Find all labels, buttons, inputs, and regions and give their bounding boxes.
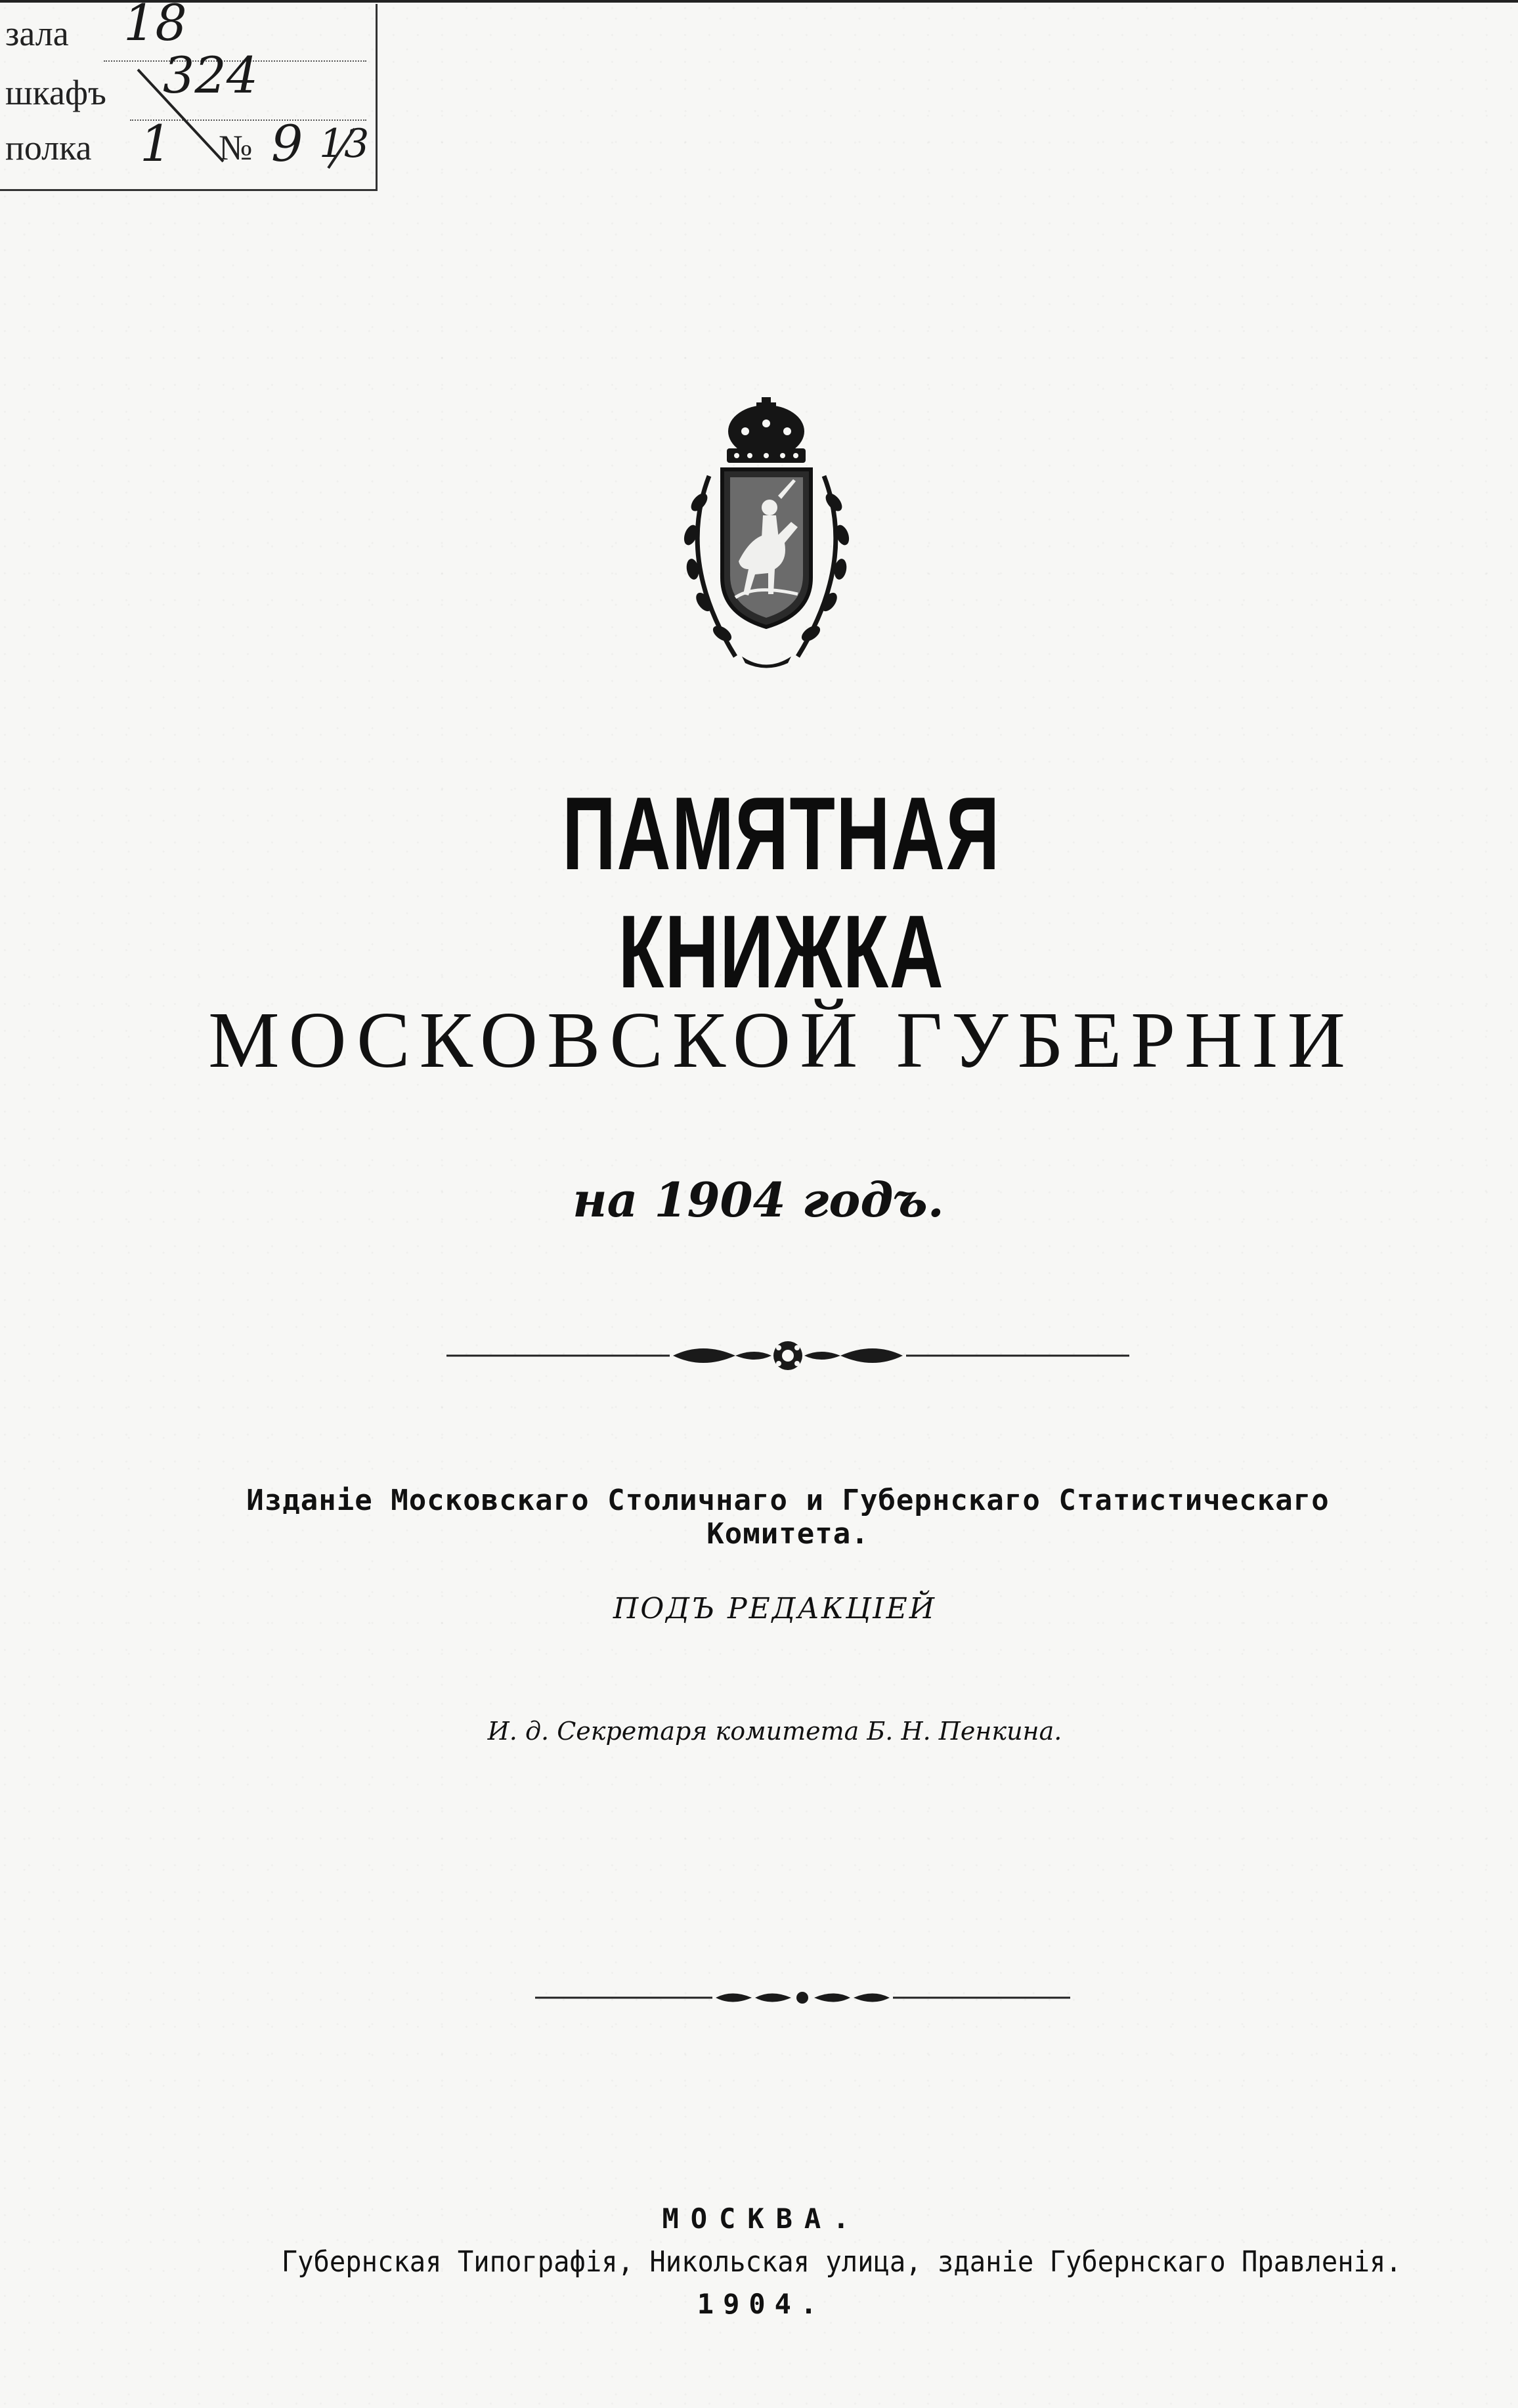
imprint-year: 1904. bbox=[697, 2288, 827, 2320]
imprint-printer: Губернская Типографія, Никольская улица, зданіе Губернскаго Правленія. bbox=[281, 2245, 1402, 2279]
imprint-city: МОСКВА. bbox=[662, 2203, 861, 2235]
hall-label: зала bbox=[5, 14, 69, 53]
publisher-line: Изданіе Московскаго Столичнаго и Губернскаго Статистическаго Комитета. bbox=[246, 1484, 1330, 1551]
editorial-line: ПОДЪ РЕДАКЦІЕЙ bbox=[613, 1592, 937, 1625]
cabinet-label: шкафъ bbox=[5, 73, 106, 112]
year-line: на 1904 годъ. bbox=[573, 1172, 944, 1228]
shelf-mark-stamp bbox=[0, 0, 378, 191]
page-title: ПАМЯТНАЯ КНИЖКА bbox=[562, 776, 1001, 1010]
ornamental-divider bbox=[446, 1336, 1129, 1375]
number-label: № bbox=[219, 128, 253, 167]
coat-of-arms-icon bbox=[663, 397, 870, 673]
stamp-slash-marks bbox=[131, 63, 368, 188]
hall-value: 18 bbox=[123, 0, 187, 52]
page-subtitle: МОСКОВСКОЙ ГУБЕРНІИ bbox=[208, 996, 1355, 1085]
shelf-value: 1 bbox=[140, 114, 172, 173]
top-border-rule bbox=[0, 0, 1518, 3]
number-value: 9 bbox=[271, 114, 303, 173]
editor-line: И. д. Секретаря комитета Б. Н. Пенкина. bbox=[487, 1717, 1062, 1746]
cabinet-value: 324 bbox=[163, 46, 259, 104]
ornamental-divider-small bbox=[535, 1981, 1070, 2014]
shelf-label: полка bbox=[5, 128, 92, 167]
number-suffix: 13 bbox=[319, 121, 370, 167]
